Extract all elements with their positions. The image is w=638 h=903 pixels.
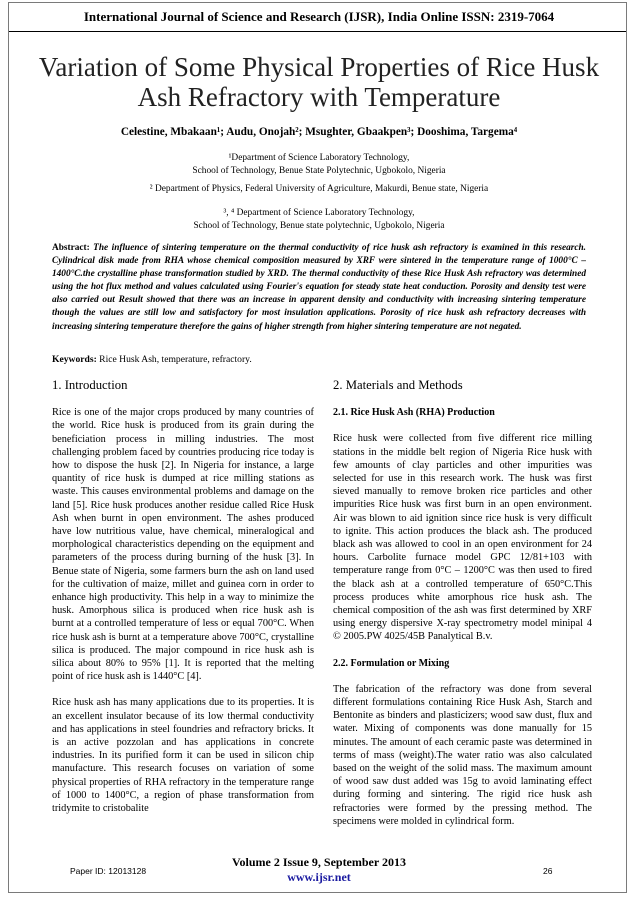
methods-paragraph-1: Rice husk were collected from five different rice milling stations in the middle belt region of Nigeria Rice husk with few amounts of clay particles and other impurities was selected for use in this research work. The husk was first sieved manually to remove broken rice particles and other impurities Rice husk was first burn in an open environment. Air was blown to aid ignition since rice husk is very difficult to ignite. This action produces the black ash. The produced black ash was allowed to cool in an open environment for 24 hours. Carbolite furnace model GPC 12/81+103 with temperature range from 0°C – 1200°C was then used to fired the black ash at a controlled temperature of 650°C.This process produces white amorphous rice husk ash. The chemical composition of the ash was first determined by XRF using energy dispersive X-ray spectrometry model minipal 4 © 2005.PW 4025/45B Panalytical B.v.	[333, 433, 592, 643]
affiliation-1	[20, 152, 618, 177]
section-heading-materials: 2. Materials and Methods	[333, 378, 463, 392]
keywords	[52, 354, 252, 365]
volume-info: Volume 2 Issue 9, September 2013	[231, 855, 406, 869]
title-line-1: Variation of Some Physical Properties of Rice Husk	[38, 52, 600, 82]
affiliation-3-line-1: ³, ⁴ Department of Science Laboratory Technology,	[223, 208, 415, 218]
affiliation-1-line-1: ¹Department of Science Laboratory Technology,	[228, 153, 410, 163]
affiliation-1-line-2: School of Technology, Benue State Polytechnic, Ugbokolo, Nigeria	[192, 165, 446, 176]
abstract	[52, 242, 586, 334]
abstract-text: The influence of sintering temperature on the thermal conductivity of rice husk ash refractory is examined in this research. Cylindrical disk made from RHA whose chemical composition measured by XRF were sintered in the temperature range of 1000°C – 1400°C.the crystalline phase transformation studied by XRD. The thermal conductivity of these Rice Husk Ash refractory was determined using the hot flux method and values calculated using Fourier's equation for steady state heat conduction. Porosity and density test were also carried out Result showed that there was an increase in apparent density and conductivity with increasing sintering temperature though the values are still low and satisfactory for most insulation applications. Porosity of rice husk ash refractory decreases with increasing sintering temperature therefore the gains of higher strength from higher sintering temperature are not negated.	[52, 243, 587, 332]
journal-url-link[interactable]: www.ijsr.net	[287, 870, 351, 884]
subsection-heading-formulation: 2.2. Formulation or Mixing	[333, 657, 450, 669]
intro-paragraph-2: Rice husk ash has many applications due to its properties. It is an excellent insulator because of its low thermal conductivity and has applications in steel foundries and refractory bricks. It is an active pozzolan and has applications in concrete industries. In its purified form it can be used in silicon chip manufacture. This research focuses on variation of some physical properties of RHA refractory in the temperature range of 1000 to 1400°C, a region of phase transformation from tridymite to cristobalite	[52, 697, 314, 815]
methods-paragraph-2: The fabrication of the refractory was done from several different formulations containing Rice Husk Ash, Starch and Bentonite as binders and plasticizers; wood saw dust, flux and water. Mixing of components was done manually for 15 minutes. The amount of each ceramic paste was determined in terms of mass (weight).The water ratio was also calculated based on the weight of the solid mass. The maximum amount of wood saw dust added was 15g to avoid laminating effect during forming and sintering. The rigid rice husk ash refractories were formed by the pressing method. The specimens were molded in cylindrical form.	[333, 683, 592, 827]
keywords-text: Rice Husk Ash, temperature, refractory.	[99, 354, 252, 365]
paper-title	[30, 52, 608, 112]
keywords-label: Keywords:	[52, 354, 97, 365]
subsection-heading-rha-production: 2.1. Rice Husk Ash (RHA) Production	[333, 407, 495, 419]
intro-paragraph-1: Rice is one of the major crops produced by many countries of the world. Rice husk is produced from its grain during the beneficiation process in milling industries. The most challenging problem faced by countries producing rice today is how to dispose the husk [2]. In Nigeria for instance, a large quantity of rice husk is dumped at rice milling stations as waste. This causes environmental problems and damage on the land [5]. Rice husk produces another residue called Rice Husk Ash when burnt in open environment. The ashes produced have low nutritious value, have chemical, mineralogical and morphological characteristics depending on the equipment and parameters of the process during burning of the husk [3]. In Benue state of Nigeria, some farmers burn the ash on land used for the cultivation of maize, millet and guinea corn in order to enhance high productivity. This help in a way to minimize the husk. Amorphous silica is produced when rice husk ash is burnt at a controlled temperature of less or equal 700°C. When rice husk ash is burnt at a temperature above 700°C, crystalline silica is produced. The major compound in rice husk ash is silica about 80% to 95% [1]. It is reported that the melting point of rice husk ash is 1440°C [4].	[52, 407, 314, 683]
page-number: 26	[543, 866, 553, 876]
journal-header: International Journal of Science and Research (IJSR), India Online ISSN: 2319-7064	[83, 9, 555, 24]
affiliation-2-line-1: ² Department of Physics, Federal University of Agriculture, Makurdi, Benue state, Nigeria	[149, 184, 489, 194]
paper-id: Paper ID: 12013128	[70, 866, 147, 876]
section-heading-introduction: 1. Introduction	[52, 378, 128, 392]
affiliation-2	[20, 183, 618, 196]
header-rule	[9, 31, 626, 32]
affiliation-3-line-2: School of Technology, Benue state polytechnic, Ugbokolo, Nigeria	[193, 220, 445, 231]
title-line-2: Ash Refractory with Temperature	[137, 82, 501, 112]
left-column	[52, 379, 314, 828]
abstract-label: Abstract:	[52, 243, 90, 253]
affiliation-3	[20, 207, 618, 232]
right-column	[333, 379, 592, 841]
author-list: Celestine, Mbakaan¹; Audu, Onojah²; Msughter, Gbaakpen³; Dooshima, Targema⁴	[120, 126, 518, 138]
